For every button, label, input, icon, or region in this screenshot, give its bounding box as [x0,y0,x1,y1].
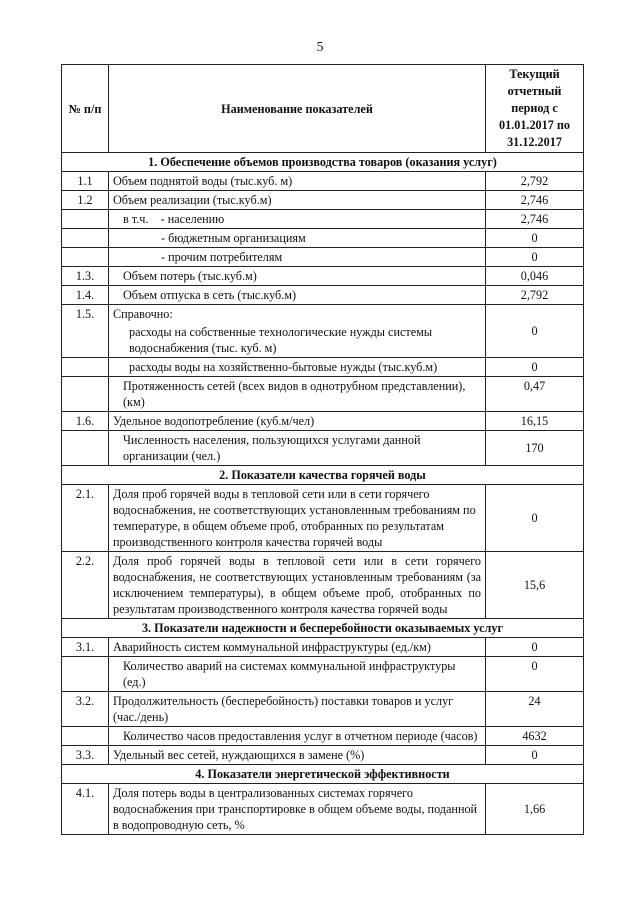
row-name: Продолжительность (бесперебойность) поставки товаров и услуг (час./день) [109,692,486,727]
row-number [62,727,109,746]
table-row [62,412,584,431]
row-number: 3.2. [62,692,109,727]
table-row [62,377,584,412]
section-title: 4. Показатели энергетической эффективности [62,765,584,784]
row-name: Доля проб горячей воды в тепловой сети или в сети горячего водоснабжения, не соответствующих установленным требованиям по температуре, в общем объеме проб, отобранных по результатам производственного контроля качества горячей воды [109,485,486,552]
row-value: 24 [486,692,584,727]
row-value: 170 [486,431,584,466]
table-row [62,210,584,229]
row-name: - прочим потребителям [109,248,486,267]
table-row [62,485,584,552]
row-name: Доля потерь воды в централизованных системах горячего водоснабжения при транспортировке в общем объеме воды, поданной в водопроводную сеть, % [109,784,486,835]
section-title: 1. Обеспечение объемов производства товаров (оказания услуг) [62,153,584,172]
row-name: Удельный вес сетей, нуждающихся в замене (%) [109,746,486,765]
row-value: 15,6 [486,552,584,619]
table-row [62,286,584,305]
row-number: 3.1. [62,638,109,657]
row-number: 2.2. [62,552,109,619]
table-row [62,657,584,692]
row-name: Численность населения, пользующихся услугами данной организации (чел.) [109,431,486,466]
table-row [62,638,584,657]
row-name: Доля проб горячей воды в тепловой сети или в сети горячего водоснабжения, не соответствующих установленным требованиям (за исключением температуры), в общем объеме проб, отобранных по результатам производственного контроля качества горячей воды [109,552,486,619]
header-period: Текущий отчетный период с 01.01.2017 по 31.12.2017 [486,65,584,153]
row-number: 1.4. [62,286,109,305]
row-name: расходы на собственные технологические нужды системы водоснабжения (тыс. куб. м) [109,323,486,358]
table-row [62,305,584,324]
row-number: 3.3. [62,746,109,765]
row-number: 1.1 [62,172,109,191]
row-number: 1.2 [62,191,109,210]
row-name: Удельное водопотребление (куб.м/чел) [109,412,486,431]
table-row [62,431,584,466]
section-title-row [62,765,584,784]
table-row [62,727,584,746]
row-value: 2,746 [486,210,584,229]
row-name: расходы воды на хозяйственно-бытовые нужды (тыс.куб.м) [109,358,486,377]
row-number: 1.6. [62,412,109,431]
row-number [62,358,109,377]
section-title: 2. Показатели качества горячей воды [62,466,584,485]
row-value: 0 [486,746,584,765]
row-value: 4632 [486,727,584,746]
row-number: 2.1. [62,485,109,552]
row-value: 16,15 [486,412,584,431]
table-row [62,267,584,286]
table-row [62,784,584,835]
table-row [62,172,584,191]
row-number [62,210,109,229]
row-name: Объем поднятой воды (тыс.куб. м) [109,172,486,191]
row-name: Справочно: [109,305,486,324]
table-row [62,191,584,210]
row-value: 0 [486,657,584,692]
table-row [62,358,584,377]
row-value: 2,792 [486,172,584,191]
row-name: Объем реализации (тыс.куб.м) [109,191,486,210]
table-row [62,746,584,765]
table-row [62,692,584,727]
page-number: 5 [316,40,324,55]
row-number: 4.1. [62,784,109,835]
row-number: 1.3. [62,267,109,286]
header-name: Наименование показателей [109,65,486,153]
row-number [62,657,109,692]
row-number [62,229,109,248]
row-name: Протяженность сетей (всех видов в однотрубном представлении), (км) [109,377,486,412]
row-name: - бюджетным организациям [109,229,486,248]
row-value: 0 [486,358,584,377]
section-title-row [62,153,584,172]
row-value: 2,746 [486,191,584,210]
row-value: 0 [486,305,584,358]
row-name: в т.ч. - населению [109,210,486,229]
table-row [62,552,584,619]
row-value: 0,046 [486,267,584,286]
row-value: 0,47 [486,377,584,412]
row-value: 0 [486,485,584,552]
row-number: 1.5. [62,305,109,358]
section-title-row [62,619,584,638]
row-name: Количество аварий на системах коммунальной инфраструктуры (ед.) [109,657,486,692]
row-number [62,377,109,412]
row-number [62,431,109,466]
row-value: 0 [486,638,584,657]
table-row [62,229,584,248]
table-header-row [62,65,584,153]
row-value: 2,792 [486,286,584,305]
row-number [62,248,109,267]
row-name: Объем потерь (тыс.куб.м) [109,267,486,286]
row-name: Объем отпуска в сеть (тыс.куб.м) [109,286,486,305]
row-value: 1,66 [486,784,584,835]
row-value: 0 [486,229,584,248]
row-name: Аварийность систем коммунальной инфраструктуры (ед./км) [109,638,486,657]
table-row [62,248,584,267]
section-title: 3. Показатели надежности и бесперебойности оказываемых услуг [62,619,584,638]
header-number: № п/п [62,65,109,153]
indicators-table [61,64,584,835]
section-title-row [62,466,584,485]
row-value: 0 [486,248,584,267]
row-name: Количество часов предоставления услуг в отчетном периоде (часов) [109,727,486,746]
